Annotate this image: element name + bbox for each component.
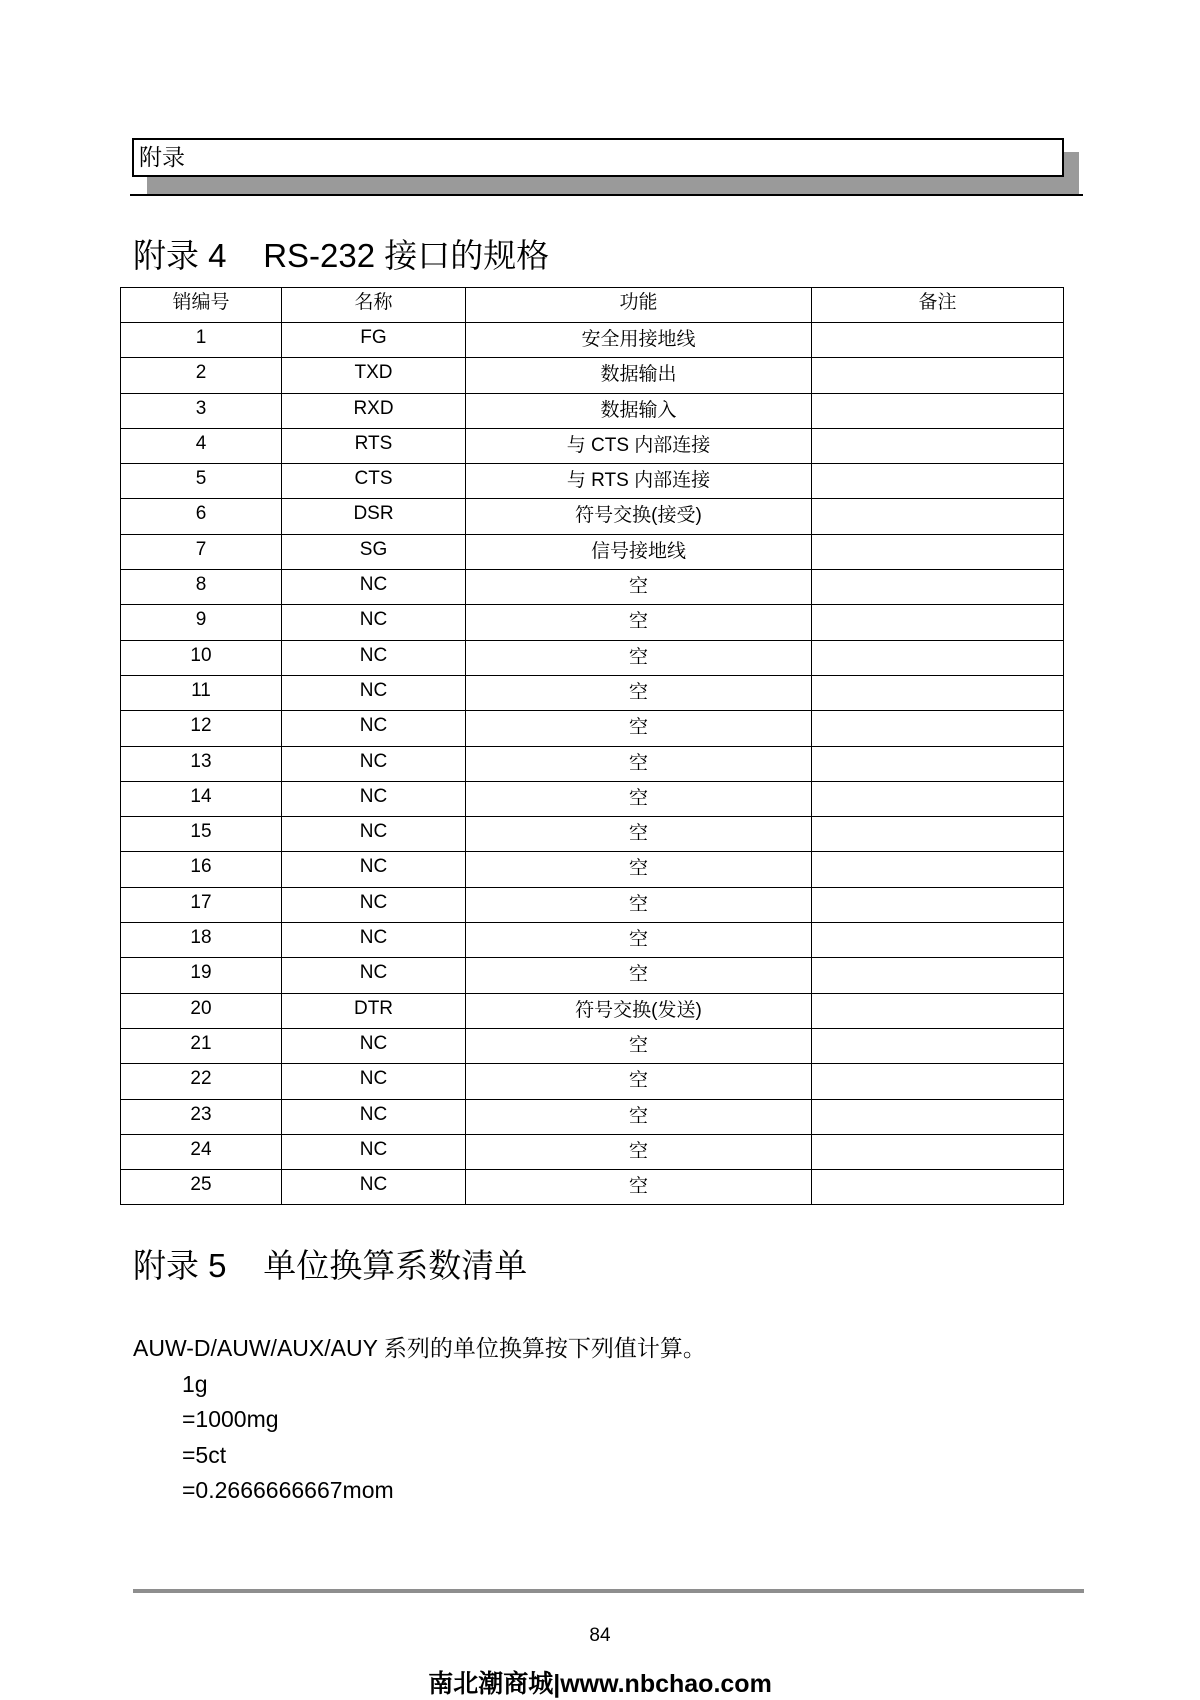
cell-name: FG <box>282 323 466 358</box>
chapter-header <box>132 138 1064 177</box>
chapter-header-title: 附录 <box>139 144 185 170</box>
cell-note <box>812 605 1064 640</box>
table-row <box>121 852 1064 887</box>
cell-note <box>812 993 1064 1028</box>
table-row <box>121 534 1064 569</box>
table-row <box>121 817 1064 852</box>
cell-name: SG <box>282 534 466 569</box>
cell-name: CTS <box>282 464 466 499</box>
cell-function: 空 <box>466 746 812 781</box>
cell-function: 空 <box>466 1099 812 1134</box>
cell-name: NC <box>282 746 466 781</box>
cell-pin: 20 <box>121 993 282 1028</box>
table-row <box>121 1028 1064 1063</box>
cell-function: 数据输出 <box>466 358 812 393</box>
table-row <box>121 428 1064 463</box>
cell-name: NC <box>282 640 466 675</box>
cell-pin: 2 <box>121 358 282 393</box>
cell-name: NC <box>282 1170 466 1205</box>
cell-function: 空 <box>466 570 812 605</box>
cell-pin: 18 <box>121 923 282 958</box>
cell-note <box>812 1028 1064 1063</box>
header-rule <box>130 194 1083 196</box>
cell-note <box>812 711 1064 746</box>
cell-function: 安全用接地线 <box>466 323 812 358</box>
footer-rule <box>133 1589 1084 1593</box>
cell-pin: 23 <box>121 1099 282 1134</box>
cell-name: NC <box>282 675 466 710</box>
table-row <box>121 1170 1064 1205</box>
section-5-title: 附录 5 单位换算系数清单 <box>133 1247 528 1284</box>
table-row <box>121 1099 1064 1134</box>
cell-name: TXD <box>282 358 466 393</box>
cell-pin: 24 <box>121 1134 282 1169</box>
cell-note <box>812 1064 1064 1099</box>
cell-pin: 10 <box>121 640 282 675</box>
cell-function: 空 <box>466 781 812 816</box>
table-row <box>121 358 1064 393</box>
cell-name: NC <box>282 711 466 746</box>
cell-function: 空 <box>466 675 812 710</box>
cell-name: NC <box>282 605 466 640</box>
cell-note <box>812 640 1064 675</box>
cell-note <box>812 781 1064 816</box>
conversion-line: 1g <box>182 1371 208 1397</box>
cell-pin: 15 <box>121 817 282 852</box>
cell-note <box>812 358 1064 393</box>
cell-pin: 12 <box>121 711 282 746</box>
table-header-row <box>121 288 1064 323</box>
cell-note <box>812 1134 1064 1169</box>
cell-pin: 13 <box>121 746 282 781</box>
cell-note <box>812 1099 1064 1134</box>
cell-function: 空 <box>466 1028 812 1063</box>
cell-pin: 6 <box>121 499 282 534</box>
cell-note <box>812 428 1064 463</box>
conversion-line: =1000mg <box>182 1406 279 1432</box>
cell-note <box>812 393 1064 428</box>
cell-pin: 3 <box>121 393 282 428</box>
table-row <box>121 711 1064 746</box>
cell-function: 符号交换(发送) <box>466 993 812 1028</box>
page-number: 84 <box>589 1625 611 1646</box>
cell-name: DSR <box>282 499 466 534</box>
cell-function: 空 <box>466 1064 812 1099</box>
cell-note <box>812 464 1064 499</box>
table-row <box>121 605 1064 640</box>
column-header-note: 备注 <box>812 288 1064 323</box>
cell-name: NC <box>282 1099 466 1134</box>
table-row <box>121 323 1064 358</box>
cell-note <box>812 570 1064 605</box>
table-row <box>121 640 1064 675</box>
table-row <box>121 993 1064 1028</box>
cell-function: 空 <box>466 640 812 675</box>
conversion-intro: AUW-D/AUW/AUX/AUY 系列的单位换算按下列值计算。 <box>133 1335 706 1361</box>
table-row <box>121 887 1064 922</box>
site-watermark: 南北潮商城|www.nbchao.com <box>428 1670 772 1698</box>
cell-pin: 5 <box>121 464 282 499</box>
cell-function: 空 <box>466 1134 812 1169</box>
cell-function: 空 <box>466 1170 812 1205</box>
cell-note <box>812 746 1064 781</box>
cell-pin: 1 <box>121 323 282 358</box>
cell-note <box>812 534 1064 569</box>
cell-name: NC <box>282 1064 466 1099</box>
cell-pin: 14 <box>121 781 282 816</box>
cell-function: 与 RTS 内部连接 <box>466 464 812 499</box>
cell-note <box>812 499 1064 534</box>
cell-function: 数据输入 <box>466 393 812 428</box>
cell-name: NC <box>282 1028 466 1063</box>
cell-name: NC <box>282 923 466 958</box>
rs232-pin-table <box>120 287 1064 1205</box>
cell-pin: 19 <box>121 958 282 993</box>
cell-function: 空 <box>466 958 812 993</box>
cell-function: 符号交换(接受) <box>466 499 812 534</box>
cell-pin: 16 <box>121 852 282 887</box>
cell-function: 信号接地线 <box>466 534 812 569</box>
cell-function: 空 <box>466 923 812 958</box>
cell-function: 空 <box>466 852 812 887</box>
cell-function: 空 <box>466 711 812 746</box>
table-row <box>121 570 1064 605</box>
table-row <box>121 923 1064 958</box>
cell-pin: 21 <box>121 1028 282 1063</box>
cell-name: NC <box>282 887 466 922</box>
table-body <box>121 323 1064 1205</box>
table-row <box>121 746 1064 781</box>
conversion-line: =0.2666666667mom <box>182 1477 394 1503</box>
column-header-name: 名称 <box>282 288 466 323</box>
table-row <box>121 1134 1064 1169</box>
cell-pin: 25 <box>121 1170 282 1205</box>
cell-note <box>812 1170 1064 1205</box>
cell-name: NC <box>282 817 466 852</box>
cell-name: NC <box>282 781 466 816</box>
cell-pin: 8 <box>121 570 282 605</box>
table-row <box>121 675 1064 710</box>
section-4-title: 附录 4 RS-232 接口的规格 <box>133 237 550 274</box>
column-header-pin: 销编号 <box>121 288 282 323</box>
column-header-function: 功能 <box>466 288 812 323</box>
cell-name: RTS <box>282 428 466 463</box>
cell-note <box>812 887 1064 922</box>
cell-name: NC <box>282 852 466 887</box>
cell-name: DTR <box>282 993 466 1028</box>
cell-function: 空 <box>466 605 812 640</box>
cell-name: NC <box>282 958 466 993</box>
cell-pin: 4 <box>121 428 282 463</box>
cell-note <box>812 817 1064 852</box>
cell-note <box>812 675 1064 710</box>
table-row <box>121 393 1064 428</box>
cell-pin: 9 <box>121 605 282 640</box>
cell-name: NC <box>282 570 466 605</box>
cell-note <box>812 323 1064 358</box>
table-row <box>121 958 1064 993</box>
conversion-line: =5ct <box>182 1442 227 1468</box>
cell-pin: 11 <box>121 675 282 710</box>
cell-function: 空 <box>466 817 812 852</box>
cell-note <box>812 958 1064 993</box>
cell-pin: 22 <box>121 1064 282 1099</box>
cell-name: RXD <box>282 393 466 428</box>
cell-note <box>812 923 1064 958</box>
cell-name: NC <box>282 1134 466 1169</box>
table-row <box>121 1064 1064 1099</box>
table-row <box>121 499 1064 534</box>
cell-note <box>812 852 1064 887</box>
cell-pin: 17 <box>121 887 282 922</box>
table-row <box>121 464 1064 499</box>
table-row <box>121 781 1064 816</box>
cell-function: 与 CTS 内部连接 <box>466 428 812 463</box>
cell-pin: 7 <box>121 534 282 569</box>
cell-function: 空 <box>466 887 812 922</box>
